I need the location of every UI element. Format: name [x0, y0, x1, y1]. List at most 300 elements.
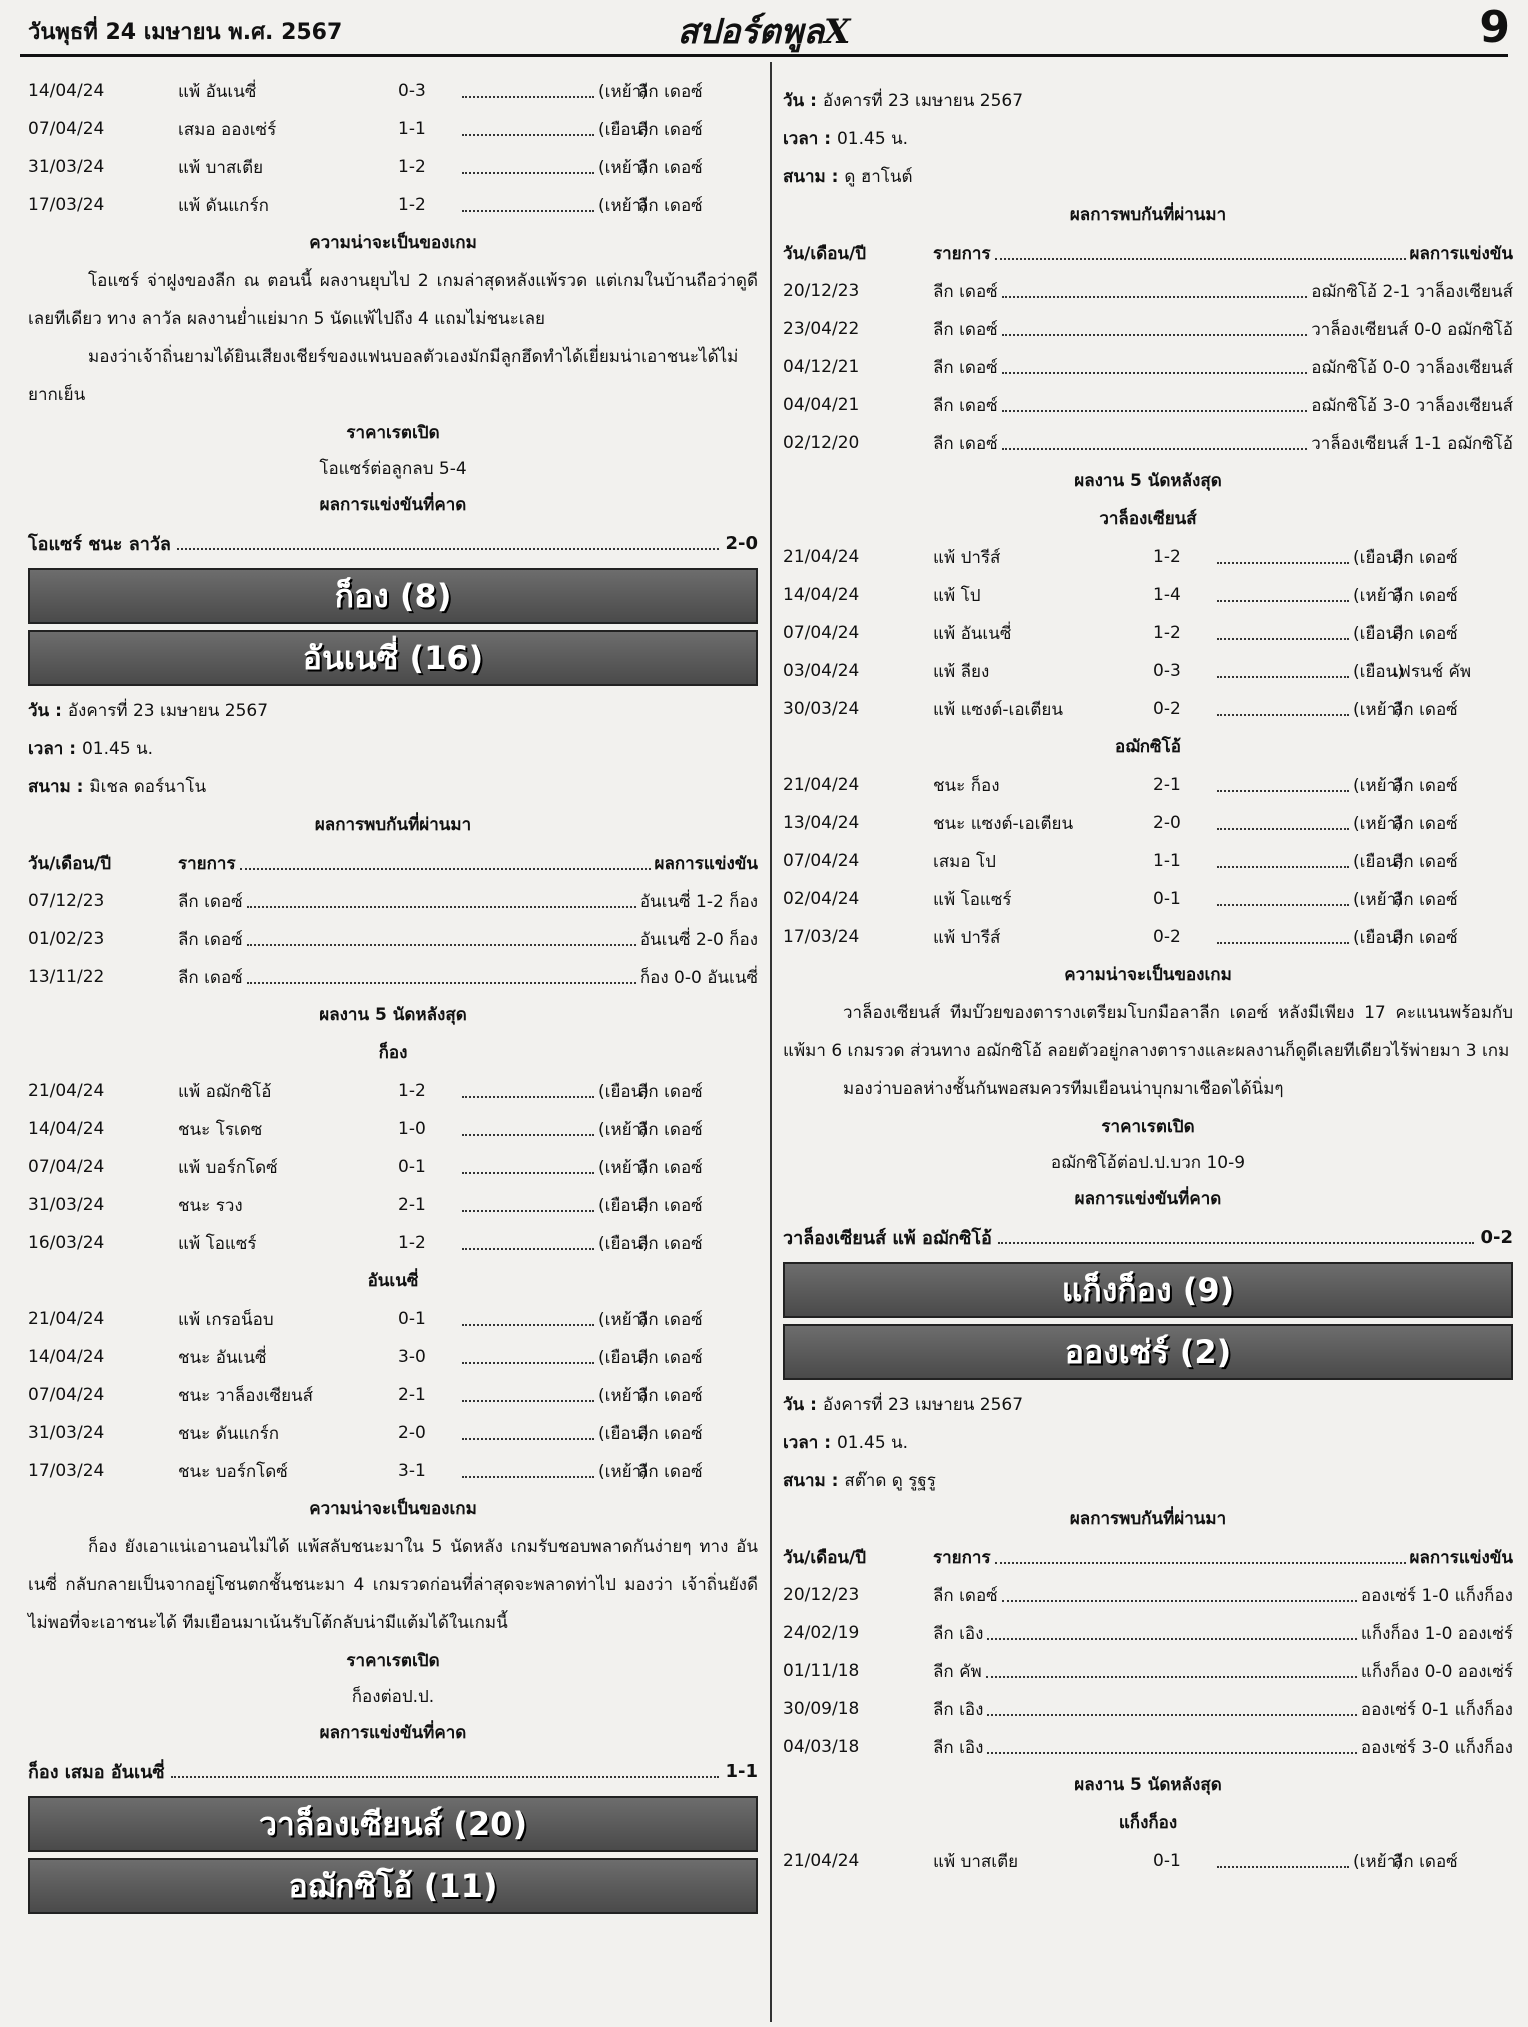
info-label: เวลา :	[783, 1433, 837, 1453]
team-name: ก็อง	[378, 1043, 408, 1063]
dot-leader	[462, 134, 594, 136]
h2h-row	[783, 386, 1513, 424]
match-date: 17/03/24	[28, 195, 105, 215]
form-row	[783, 842, 1513, 880]
match-result: อองเซ่ร์ 1-0 แก็งก็อง	[1360, 1585, 1513, 1606]
result-opponent: ชนะ แซงต์-เอเตียน	[933, 813, 1074, 834]
dot-leader	[1002, 372, 1307, 374]
match-date: 14/04/24	[28, 1119, 105, 1139]
match-result: ก็อง 0-0 อันเนซี่	[639, 967, 758, 988]
competition: เฟรนช์ คัพ	[1393, 661, 1472, 682]
venue-tag: (เหย้า)	[1353, 775, 1403, 796]
dot-leader	[1002, 1600, 1357, 1602]
info-label: เวลา :	[28, 739, 82, 759]
match-date: 13/04/24	[783, 813, 860, 833]
match-date: 07/04/24	[28, 1385, 105, 1405]
result-opponent: ชนะ ดันแกร์ก	[178, 1423, 280, 1444]
match-day	[28, 692, 758, 730]
competition: ลีก เดอซ์	[1393, 547, 1458, 568]
match-result: วาล็องเซียนส์ 0-0 อฌักซิโอ้	[1311, 319, 1513, 340]
score: 3-1	[398, 1461, 426, 1481]
venue-tag: (เหย้า)	[598, 1461, 648, 1482]
away-team-banner: อันเนซี่ (16)	[28, 630, 758, 686]
result-opponent: เสมอ โป	[933, 851, 996, 872]
score: 2-1	[1153, 775, 1181, 795]
analysis-paragraph: มองว่าบอลห่างชั้นกันพอสมควรทีมเยือนน่าบุกมาเชือดได้นิ่มๆ	[843, 1079, 1284, 1099]
match-date: 07/04/24	[28, 1157, 105, 1177]
dot-leader	[462, 172, 594, 174]
last5-title: ผลงาน 5 นัดหลังสุด	[1074, 1775, 1222, 1795]
prediction-text: วาล็องเซียนส์ แพ้ อฌักซิโอ้	[783, 1227, 992, 1249]
competition: ลีก เดอซ์	[933, 319, 998, 340]
competition: ลีก เดอซ์	[638, 1347, 703, 1368]
competition: ลีก เดอซ์	[638, 1157, 703, 1178]
competition: ลีก เดอซ์	[638, 1195, 703, 1216]
last5-title: ผลงาน 5 นัดหลังสุด	[319, 1005, 467, 1025]
result-opponent: แพ้ ปารีส์	[933, 547, 1001, 568]
match-date: 17/03/24	[28, 1461, 105, 1481]
form-row	[783, 880, 1513, 918]
dot-leader	[462, 1400, 594, 1402]
team-name: อันเนซี่	[367, 1271, 419, 1291]
info-label: วัน :	[783, 1395, 823, 1415]
dot-leader	[987, 1714, 1356, 1716]
competition: ลีก เดอซ์	[178, 929, 243, 950]
match-date: 07/04/24	[783, 623, 860, 643]
venue-tag: (เหย้า)	[598, 1157, 648, 1178]
home-team-banner: ก็อง (8)	[28, 568, 758, 624]
match-result: อฌักซิโอ้ 0-0 วาล็องเซียนส์	[1311, 357, 1513, 378]
match-date: 03/04/24	[783, 661, 860, 681]
h2h-row	[783, 424, 1513, 462]
info-label: สนาม :	[783, 167, 845, 187]
dot-leader	[986, 1676, 1357, 1678]
match-venue	[28, 768, 758, 806]
dot-leader	[998, 1242, 1475, 1244]
form-row	[28, 148, 758, 186]
h2h-title: ผลการพบกันที่ผ่านมา	[1069, 205, 1227, 225]
venue-tag: (เยือน)	[598, 1195, 649, 1216]
score: 1-1	[1153, 851, 1181, 871]
competition: ลีก เดอซ์	[1393, 813, 1458, 834]
match-date: 16/03/24	[28, 1233, 105, 1253]
score: 2-0	[1153, 813, 1181, 833]
dot-leader	[247, 982, 636, 984]
prediction-text: โอแซร์ ชนะ ลาวัล	[28, 533, 171, 555]
score: 0-3	[398, 81, 426, 101]
result-opponent: แพ้ อันเนซี่	[178, 81, 257, 102]
competition: ลีก เดอซ์	[178, 967, 243, 988]
h2h-row	[783, 1690, 1513, 1728]
dot-leader	[1002, 296, 1307, 298]
h2h-title: ผลการพบกันที่ผ่านมา	[1069, 1509, 1227, 1529]
h2h-comp-header: รายการ	[178, 853, 236, 874]
probability-title: ความน่าจะเป็นของเกม	[309, 1499, 477, 1519]
score: 0-1	[1153, 889, 1181, 909]
venue-tag: (เยือน)	[1353, 851, 1404, 872]
match-date: 24/02/19	[783, 1623, 860, 1643]
result-opponent: แพ้ ปารีส์	[933, 927, 1001, 948]
match-date: 21/04/24	[28, 1309, 105, 1329]
score: 1-1	[398, 119, 426, 139]
competition: ลีก เดอซ์	[1393, 851, 1458, 872]
score: 1-2	[398, 1081, 426, 1101]
h2h-row	[783, 348, 1513, 386]
form-row	[783, 614, 1513, 652]
result-opponent: แพ้ บาสเตีย	[178, 157, 264, 178]
info-label: วัน :	[783, 91, 823, 111]
left-column	[28, 72, 758, 1920]
issue-date: วันพุธที่ 24 เมษายน พ.ศ. 2567	[28, 20, 343, 45]
info-value: สต๊าด ดู รูฐรู	[844, 1471, 936, 1491]
competition: ลีก เดอซ์	[1393, 623, 1458, 644]
column-divider	[770, 62, 772, 2022]
competition: ลีก เดอซ์	[1393, 1851, 1458, 1872]
dot-leader	[1217, 638, 1349, 640]
score: 2-1	[398, 1385, 426, 1405]
competition: ลีก เดอซ์	[638, 157, 703, 178]
h2h-header	[783, 234, 1513, 272]
venue-tag: (เหย้า)	[1353, 813, 1403, 834]
result-opponent: แพ้ อฌักซิโอ้	[178, 1081, 272, 1102]
dot-leader	[247, 906, 636, 908]
match-date: 21/04/24	[783, 547, 860, 567]
score: 0-1	[398, 1309, 426, 1329]
match-result: แก็งก็อง 0-0 อองเซ่ร์	[1360, 1661, 1513, 1682]
score: 1-2	[398, 195, 426, 215]
h2h-row	[783, 1576, 1513, 1614]
result-opponent: ชนะ วาล็องเซียนส์	[178, 1385, 314, 1406]
match-time	[783, 120, 1513, 158]
match-date: 01/11/18	[783, 1661, 860, 1681]
result-opponent: ชนะ บอร์กโดซ์	[178, 1461, 288, 1482]
result-opponent: แพ้ เกรอน็อบ	[178, 1309, 274, 1330]
h2h-title: ผลการพบกันที่ผ่านมา	[314, 815, 472, 835]
prediction-text: ก็อง เสมอ อันเนซี่	[28, 1761, 165, 1783]
score: 1-0	[398, 1119, 426, 1139]
result-opponent: เสมอ อองเซ่ร์	[178, 119, 277, 140]
form-row	[783, 652, 1513, 690]
prediction-title: ผลการแข่งขันที่คาด	[319, 495, 467, 515]
form-row	[783, 576, 1513, 614]
info-value: 01.45 น.	[836, 129, 909, 149]
score: 1-2	[398, 157, 426, 177]
right-column	[783, 82, 1513, 1880]
competition: ลีก เดอซ์	[638, 1461, 703, 1482]
info-label: เวลา :	[783, 129, 837, 149]
match-date: 21/04/24	[28, 1081, 105, 1101]
match-date: 04/03/18	[783, 1737, 860, 1757]
score: 0-2	[1153, 699, 1181, 719]
page-header	[0, 0, 1528, 58]
competition: ลีก เดอซ์	[638, 1081, 703, 1102]
h2h-result-header: ผลการแข่งขัน	[1409, 1547, 1513, 1568]
h2h-row	[783, 1652, 1513, 1690]
dot-leader	[462, 1248, 594, 1250]
competition: ลีก เดอซ์	[933, 357, 998, 378]
match-venue	[783, 158, 1513, 196]
h2h-row	[783, 310, 1513, 348]
dot-leader	[987, 1638, 1356, 1640]
competition: ลีก เอิง	[933, 1737, 984, 1758]
odds-value: โอแซร์ต่อลูกลบ 5-4	[319, 459, 467, 479]
match-time	[783, 1424, 1513, 1462]
dot-leader	[995, 1562, 1406, 1564]
competition: ลีก เดอซ์	[1393, 889, 1458, 910]
dot-leader	[462, 96, 594, 98]
match-date: 17/03/24	[783, 927, 860, 947]
match-time	[28, 730, 758, 768]
dot-leader	[1217, 562, 1349, 564]
venue-tag: (เยือน)	[1353, 927, 1404, 948]
match-result: อันเนซี่ 2-0 ก็อง	[639, 929, 758, 950]
form-row	[28, 1186, 758, 1224]
match-date: 20/12/23	[783, 281, 860, 301]
dot-leader	[1217, 600, 1349, 602]
dot-leader	[1217, 676, 1349, 678]
home-team-banner: วาล็องเซียนส์ (20)	[28, 1796, 758, 1852]
score: 1-2	[1153, 547, 1181, 567]
dot-leader	[171, 1776, 720, 1778]
predicted-result	[28, 524, 758, 562]
prediction-score: 1-1	[725, 1760, 758, 1782]
competition: ลีก คัพ	[933, 1661, 982, 1682]
form-row	[783, 804, 1513, 842]
competition: ลีก เดอซ์	[638, 1119, 703, 1140]
h2h-row	[783, 1728, 1513, 1766]
prediction-title: ผลการแข่งขันที่คาด	[319, 1723, 467, 1743]
match-result: อฌักซิโอ้ 2-1 วาล็องเซียนส์	[1311, 281, 1513, 302]
venue-tag: (เยือน)	[1353, 661, 1404, 682]
venue-tag: (เหย้า)	[598, 1385, 648, 1406]
form-row	[783, 766, 1513, 804]
match-date: 04/12/21	[783, 357, 860, 377]
h2h-result-header: ผลการแข่งขัน	[1409, 243, 1513, 264]
result-opponent: แพ้ โอแซร์	[178, 1233, 257, 1254]
venue-tag: (เหย้า)	[598, 81, 648, 102]
prediction-score: 2-0	[725, 532, 758, 554]
venue-tag: (เหย้า)	[1353, 1851, 1403, 1872]
score: 0-3	[1153, 661, 1181, 681]
h2h-row	[783, 272, 1513, 310]
venue-tag: (เยือน)	[598, 119, 649, 140]
h2h-row	[783, 1614, 1513, 1652]
home-team-banner: แก็งก็อง (9)	[783, 1262, 1513, 1318]
dot-leader	[1217, 904, 1349, 906]
venue-tag: (เหย้า)	[598, 1309, 648, 1330]
match-date: 30/03/24	[783, 699, 860, 719]
match-date: 30/09/18	[783, 1699, 860, 1719]
h2h-date-header: วัน/เดือน/ปี	[783, 1547, 867, 1568]
match-date: 01/02/23	[28, 929, 105, 949]
h2h-comp-header: รายการ	[933, 1547, 991, 1568]
dot-leader	[462, 1476, 594, 1478]
score: 2-1	[398, 1195, 426, 1215]
predicted-result	[783, 1218, 1513, 1256]
last5-title: ผลงาน 5 นัดหลังสุด	[1074, 471, 1222, 491]
result-opponent: ชนะ โรเดซ	[178, 1119, 263, 1140]
match-result: อันเนซี่ 1-2 ก็อง	[639, 891, 758, 912]
competition: ลีก เดอซ์	[933, 433, 998, 454]
form-row	[28, 110, 758, 148]
match-date: 21/04/24	[783, 1851, 860, 1871]
odds-value: ก็องต่อป.ป.	[351, 1687, 435, 1707]
h2h-row	[28, 958, 758, 996]
result-opponent: ชนะ ก็อง	[933, 775, 1000, 796]
venue-tag: (เหย้า)	[1353, 889, 1403, 910]
match-date: 14/04/24	[28, 81, 105, 101]
match-date: 13/11/22	[28, 967, 105, 987]
h2h-header	[783, 1538, 1513, 1576]
match-date: 31/03/24	[28, 157, 105, 177]
result-opponent: แพ้ ลียง	[933, 661, 990, 682]
form-row	[28, 1148, 758, 1186]
header-rule	[20, 54, 1508, 57]
odds-title: ราคาเรตเปิด	[346, 423, 440, 443]
competition: ลีก เดอซ์	[1393, 585, 1458, 606]
competition: ลีก เดอซ์	[1393, 699, 1458, 720]
venue-tag: (เยือน)	[1353, 547, 1404, 568]
venue-tag: (เหย้า)	[598, 195, 648, 216]
probability-title: ความน่าจะเป็นของเกม	[1064, 965, 1232, 985]
score: 1-2	[398, 1233, 426, 1253]
predicted-result	[28, 1752, 758, 1790]
dot-leader	[240, 868, 651, 870]
competition: ลีก เดอซ์	[638, 195, 703, 216]
info-value: ดู ฮาโนต์	[844, 167, 913, 187]
venue-tag: (เยือน)	[598, 1233, 649, 1254]
match-date: 14/04/24	[28, 1347, 105, 1367]
score: 2-0	[398, 1423, 426, 1443]
analysis-paragraph: วาล็องเซียนส์ ทีมบ๊วยของตารางเตรียมโบกมือลาลีก เดอซ์ หลังมีเพียง 17 คะแนนพร้อมกับแพ้มา 6 เกมรวด ส่วนทาง อฌักซิโอ้ ลอยตัวอยู่กลางตารางและผลงานก็ดูดีเลยทีเดียวไร้พ่ายมา 3 เกม	[783, 1003, 1513, 1061]
match-result: อฌักซิโอ้ 3-0 วาล็องเซียนส์	[1311, 395, 1513, 416]
match-date: 23/04/22	[783, 319, 860, 339]
venue-tag: (เหย้า)	[1353, 699, 1403, 720]
odds-title: ราคาเรตเปิด	[1101, 1117, 1195, 1137]
result-opponent: ชนะ รวง	[178, 1195, 243, 1216]
match-date: 07/04/24	[28, 119, 105, 139]
team-name: อฌักซิโอ้	[1115, 737, 1181, 757]
score: 0-1	[398, 1157, 426, 1177]
dot-leader	[1217, 942, 1349, 944]
competition: ลีก เดอซ์	[933, 281, 998, 302]
form-row	[783, 690, 1513, 728]
competition: ลีก เดอซ์	[1393, 927, 1458, 948]
info-value: อังคารที่ 23 เมษายน 2567	[822, 91, 1024, 111]
competition: ลีก เดอซ์	[638, 1233, 703, 1254]
page-number: 9	[1479, 2, 1510, 53]
team-name: แก็งก็อง	[1118, 1813, 1178, 1833]
h2h-header	[28, 844, 758, 882]
dot-leader	[1217, 828, 1349, 830]
h2h-row	[28, 920, 758, 958]
prediction-title: ผลการแข่งขันที่คาด	[1074, 1189, 1222, 1209]
form-row	[783, 538, 1513, 576]
competition: ลีก เอิง	[933, 1699, 984, 1720]
analysis-paragraph: ก็อง ยังเอาแน่เอานอนไม่ได้ แพ้สลับชนะมาใน 5 นัดหลัง เกมรับชอบพลาดกันง่ายๆ ทาง อันเนซี่ กลับกลายเป็นจากอยู่โซนตกชั้นชนะมา 4 เกมรวดก่อนที่ล่าสุดจะพลาดท่าไป มองว่า เจ้าถิ่นยังดีไม่พอที่จะเอาชนะได้ ทีมเยือนมาเน้นรับโต้กลับน่ามีแต้มได้ในเกมนี้	[28, 1537, 758, 1633]
venue-tag: (เยือน)	[1353, 623, 1404, 644]
info-value: อังคารที่ 23 เมษายน 2567	[67, 701, 269, 721]
venue-tag: (เหย้า)	[598, 157, 648, 178]
dot-leader	[462, 210, 594, 212]
dot-leader	[462, 1362, 594, 1364]
dot-leader	[1217, 714, 1349, 716]
odds-title: ราคาเรตเปิด	[346, 1651, 440, 1671]
venue-tag: (เยือน)	[598, 1081, 649, 1102]
match-date: 02/04/24	[783, 889, 860, 909]
dot-leader	[1002, 334, 1307, 336]
match-date: 31/03/24	[28, 1423, 105, 1443]
dot-leader	[462, 1438, 594, 1440]
match-result: แก็งก็อง 1-0 อองเซ่ร์	[1360, 1623, 1513, 1644]
score: 0-2	[1153, 927, 1181, 947]
competition: ลีก เดอซ์	[933, 395, 998, 416]
score: 1-4	[1153, 585, 1181, 605]
match-date: 02/12/20	[783, 433, 860, 453]
match-result: อองเซ่ร์ 3-0 แก็งก็อง	[1360, 1737, 1513, 1758]
match-day	[783, 1386, 1513, 1424]
team-name: วาล็องเซียนส์	[1099, 509, 1197, 529]
match-date: 20/12/23	[783, 1585, 860, 1605]
h2h-result-header: ผลการแข่งขัน	[654, 853, 758, 874]
result-opponent: แพ้ อันเนซี่	[933, 623, 1012, 644]
match-date: 04/04/21	[783, 395, 860, 415]
dot-leader	[462, 1134, 594, 1136]
match-date: 07/04/24	[783, 851, 860, 871]
match-result: วาล็องเซียนส์ 1-1 อฌักซิโอ้	[1311, 433, 1513, 454]
dot-leader	[987, 1752, 1356, 1754]
match-date: 21/04/24	[783, 775, 860, 795]
form-row	[28, 186, 758, 224]
h2h-comp-header: รายการ	[933, 243, 991, 264]
info-value: อังคารที่ 23 เมษายน 2567	[822, 1395, 1024, 1415]
dot-leader	[462, 1096, 594, 1098]
prediction-score: 0-2	[1480, 1226, 1513, 1248]
competition: ลีก เอิง	[933, 1623, 984, 1644]
h2h-date-header: วัน/เดือน/ปี	[28, 853, 112, 874]
info-value: 01.45 น.	[81, 739, 154, 759]
competition: ลีก เดอซ์	[638, 119, 703, 140]
form-row	[28, 1376, 758, 1414]
away-team-banner: อฌักซิโอ้ (11)	[28, 1858, 758, 1914]
match-day	[783, 82, 1513, 120]
form-row	[28, 1072, 758, 1110]
venue-tag: (เยือน)	[598, 1347, 649, 1368]
form-row	[28, 1414, 758, 1452]
result-opponent: แพ้ แซงต์-เอเตียน	[933, 699, 1063, 720]
probability-title: ความน่าจะเป็นของเกม	[309, 233, 477, 253]
result-opponent: แพ้ โป	[933, 585, 981, 606]
score: 1-2	[1153, 623, 1181, 643]
form-row	[28, 1300, 758, 1338]
dot-leader	[462, 1210, 594, 1212]
dot-leader	[462, 1172, 594, 1174]
competition: ลีก เดอซ์	[933, 1585, 998, 1606]
odds-value: อฌักซิโอ้ต่อป.ป.บวก 10-9	[1050, 1153, 1246, 1173]
competition: ลีก เดอซ์	[178, 891, 243, 912]
info-value: มิเชล ดอร์นาโน	[89, 777, 207, 797]
info-label: วัน :	[28, 701, 68, 721]
match-date: 14/04/24	[783, 585, 860, 605]
dot-leader	[1217, 866, 1349, 868]
form-row	[28, 1224, 758, 1262]
away-team-banner: อองเซ่ร์ (2)	[783, 1324, 1513, 1380]
form-row	[28, 72, 758, 110]
result-opponent: แพ้ โอแซร์	[933, 889, 1012, 910]
dot-leader	[1217, 1866, 1349, 1868]
form-row	[783, 918, 1513, 956]
form-row	[28, 1452, 758, 1490]
